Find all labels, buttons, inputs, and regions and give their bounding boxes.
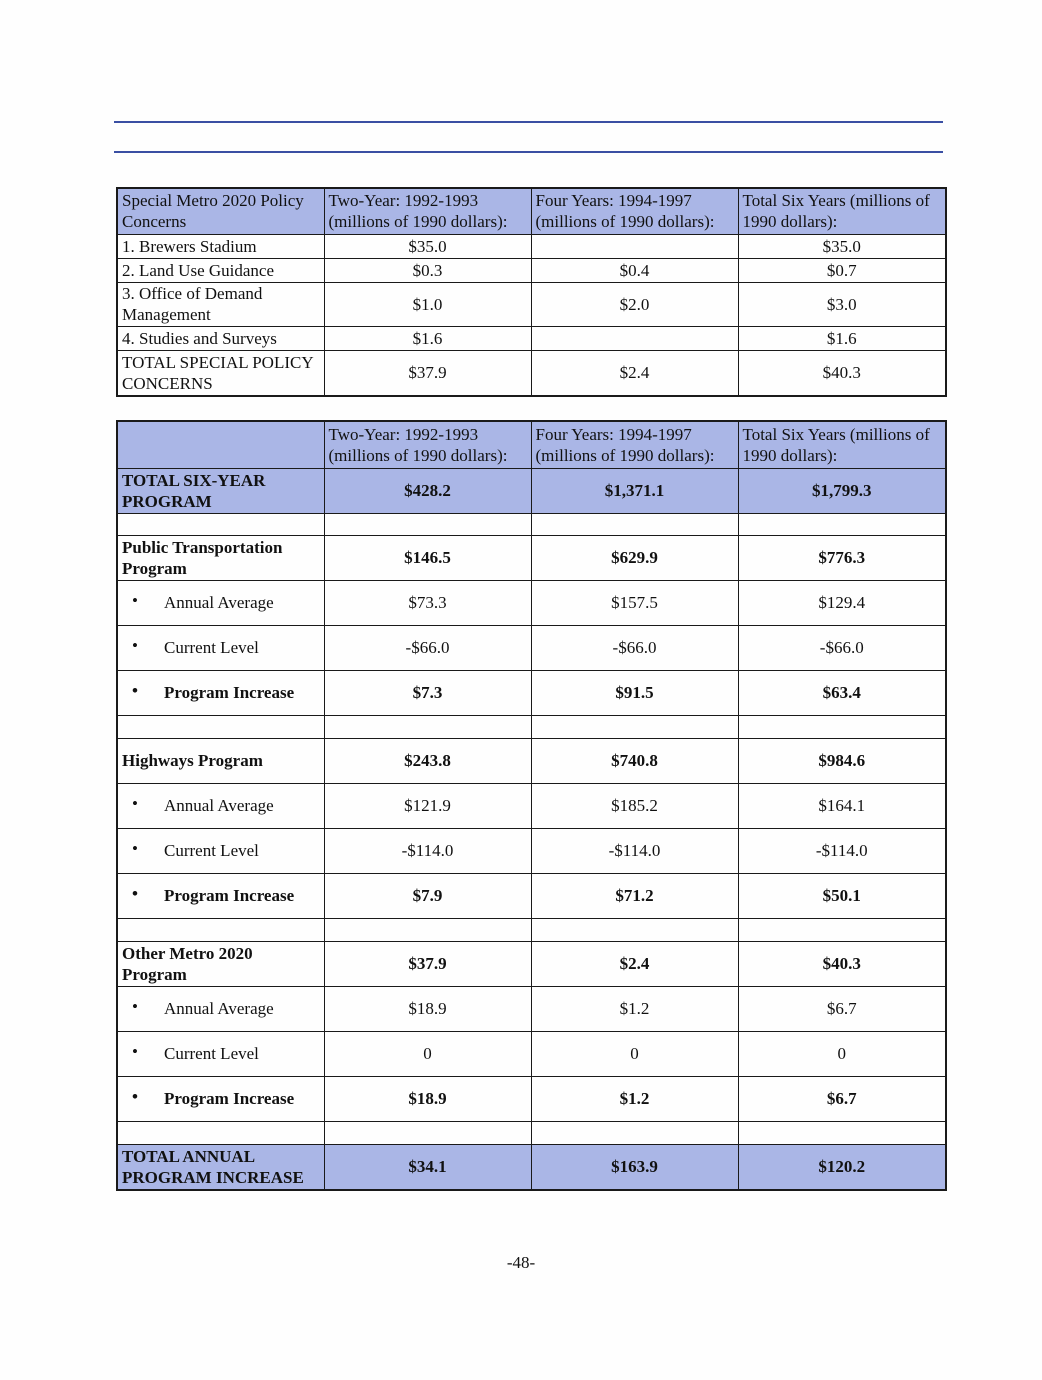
header-blank <box>117 421 324 468</box>
bullet-icon: • <box>132 1041 138 1061</box>
table-row <box>117 326 946 350</box>
cell-six-years: $6.7 <box>738 1076 946 1121</box>
cell-six-years: $984.6 <box>738 738 946 783</box>
item-label <box>117 986 324 1031</box>
item-text: Annual Average <box>164 593 274 612</box>
cell-six-years: $40.3 <box>738 350 946 396</box>
cell-four-years: $185.2 <box>531 783 738 828</box>
cell-two-year: $7.9 <box>324 873 531 918</box>
table-row <box>117 282 946 326</box>
table-row <box>117 873 946 918</box>
bullet-icon: • <box>132 1086 138 1106</box>
cell-four-years: -$114.0 <box>531 828 738 873</box>
cell-six-years: -$114.0 <box>738 828 946 873</box>
header-label: Special Metro 2020 Policy Concerns <box>117 188 324 234</box>
cell-six-years: $50.1 <box>738 873 946 918</box>
spacer-row <box>117 918 946 941</box>
item-text: Annual Average <box>164 999 274 1018</box>
header-four-years: Four Years: 1994-1997 (millions of 1990 dollars): <box>531 421 738 468</box>
table-row <box>117 1031 946 1076</box>
table-row <box>117 234 946 258</box>
spacer-row <box>117 513 946 535</box>
item-text: Program Increase <box>164 1089 295 1108</box>
bullet-icon: • <box>132 635 138 655</box>
cell-two-year: $0.3 <box>324 258 531 282</box>
cell-six-years: $3.0 <box>738 282 946 326</box>
item-label <box>117 828 324 873</box>
cell-six-years: $776.3 <box>738 535 946 580</box>
table-row <box>117 670 946 715</box>
item-text: Current Level <box>164 1044 259 1063</box>
six-year-program-table <box>116 420 947 1191</box>
cell-four-years <box>531 326 738 350</box>
row-label: 3. Office of Demand Management <box>117 282 324 326</box>
spacer-row <box>117 715 946 738</box>
cell-six-years: $63.4 <box>738 670 946 715</box>
header-two-year: Two-Year: 1992-1993 (millions of 1990 dollars): <box>324 421 531 468</box>
row-label: 4. Studies and Surveys <box>117 326 324 350</box>
table-row <box>117 783 946 828</box>
cell-two-year: $1.6 <box>324 326 531 350</box>
cell-six-years: $129.4 <box>738 580 946 625</box>
item-label <box>117 625 324 670</box>
bullet-icon: • <box>132 883 138 903</box>
row-label: TOTAL SIX-YEAR PROGRAM <box>117 468 324 513</box>
cell-two-year: 0 <box>324 1031 531 1076</box>
cell-six-years: $40.3 <box>738 941 946 986</box>
cell-two-year: $73.3 <box>324 580 531 625</box>
spacer-row <box>117 1121 946 1144</box>
cell-six-years: $1.6 <box>738 326 946 350</box>
item-label <box>117 670 324 715</box>
cell-four-years: $740.8 <box>531 738 738 783</box>
bullet-icon: • <box>132 793 138 813</box>
bullet-icon: • <box>132 590 138 610</box>
top-rule <box>114 121 943 123</box>
table-row <box>117 828 946 873</box>
section-title: Public Transportation Program <box>117 535 324 580</box>
policy-concerns-table <box>116 187 947 397</box>
cell-two-year: $1.0 <box>324 282 531 326</box>
table-header-row <box>117 188 946 234</box>
cell-six-years: $120.2 <box>738 1144 946 1190</box>
cell-four-years: $1,371.1 <box>531 468 738 513</box>
item-label <box>117 783 324 828</box>
cell-two-year: $35.0 <box>324 234 531 258</box>
cell-four-years: $0.4 <box>531 258 738 282</box>
item-text: Current Level <box>164 841 259 860</box>
cell-six-years: 0 <box>738 1031 946 1076</box>
cell-six-years: $164.1 <box>738 783 946 828</box>
cell-four-years: $1.2 <box>531 986 738 1031</box>
item-text: Annual Average <box>164 796 274 815</box>
cell-six-years: $6.7 <box>738 986 946 1031</box>
cell-two-year: -$114.0 <box>324 828 531 873</box>
cell-four-years: $1.2 <box>531 1076 738 1121</box>
table-row <box>117 625 946 670</box>
header-six-years: Total Six Years (millions of 1990 dollars): <box>738 188 946 234</box>
cell-four-years: $157.5 <box>531 580 738 625</box>
cell-four-years: $91.5 <box>531 670 738 715</box>
row-label: TOTAL ANNUAL PROGRAM INCREASE <box>117 1144 324 1190</box>
cell-six-years: $1,799.3 <box>738 468 946 513</box>
section-title-row <box>117 738 946 783</box>
row-label: 2. Land Use Guidance <box>117 258 324 282</box>
cell-four-years: $629.9 <box>531 535 738 580</box>
section-title: Highways Program <box>117 738 324 783</box>
bullet-icon: • <box>132 680 138 700</box>
item-label <box>117 1076 324 1121</box>
bullet-icon: • <box>132 838 138 858</box>
total-six-year-row <box>117 468 946 513</box>
table-header-row <box>117 421 946 468</box>
cell-two-year: $243.8 <box>324 738 531 783</box>
cell-two-year: $7.3 <box>324 670 531 715</box>
item-text: Program Increase <box>164 886 295 905</box>
cell-four-years: $163.9 <box>531 1144 738 1190</box>
cell-four-years: $2.4 <box>531 350 738 396</box>
cell-four-years <box>531 234 738 258</box>
cell-two-year: $121.9 <box>324 783 531 828</box>
header-two-year: Two-Year: 1992-1993 (millions of 1990 dollars): <box>324 188 531 234</box>
cell-two-year: $34.1 <box>324 1144 531 1190</box>
cell-two-year: $428.2 <box>324 468 531 513</box>
table-row <box>117 580 946 625</box>
cell-four-years: $2.4 <box>531 941 738 986</box>
header-six-years: Total Six Years (millions of 1990 dollars): <box>738 421 946 468</box>
header-four-years: Four Years: 1994-1997 (millions of 1990 dollars): <box>531 188 738 234</box>
section-title-row <box>117 535 946 580</box>
cell-six-years: $0.7 <box>738 258 946 282</box>
second-rule <box>114 151 943 153</box>
item-label <box>117 873 324 918</box>
cell-two-year: $37.9 <box>324 350 531 396</box>
item-label <box>117 1031 324 1076</box>
cell-six-years: $35.0 <box>738 234 946 258</box>
cell-four-years: $71.2 <box>531 873 738 918</box>
item-label <box>117 580 324 625</box>
bullet-icon: • <box>132 996 138 1016</box>
grand-total-row <box>117 1144 946 1190</box>
section-title: Other Metro 2020 Program <box>117 941 324 986</box>
cell-four-years: $2.0 <box>531 282 738 326</box>
row-label: TOTAL SPECIAL POLICY CONCERNS <box>117 350 324 396</box>
page-number: -48- <box>506 1253 536 1272</box>
cell-two-year: $18.9 <box>324 1076 531 1121</box>
cell-two-year: -$66.0 <box>324 625 531 670</box>
cell-two-year: $18.9 <box>324 986 531 1031</box>
table-total-row <box>117 350 946 396</box>
cell-two-year: $37.9 <box>324 941 531 986</box>
item-text: Program Increase <box>164 683 295 702</box>
section-title-row <box>117 941 946 986</box>
cell-four-years: -$66.0 <box>531 625 738 670</box>
row-label: 1. Brewers Stadium <box>117 234 324 258</box>
item-text: Current Level <box>164 638 259 657</box>
table-row <box>117 986 946 1031</box>
table-row <box>117 258 946 282</box>
cell-four-years: 0 <box>531 1031 738 1076</box>
table-row <box>117 1076 946 1121</box>
cell-two-year: $146.5 <box>324 535 531 580</box>
cell-six-years: -$66.0 <box>738 625 946 670</box>
